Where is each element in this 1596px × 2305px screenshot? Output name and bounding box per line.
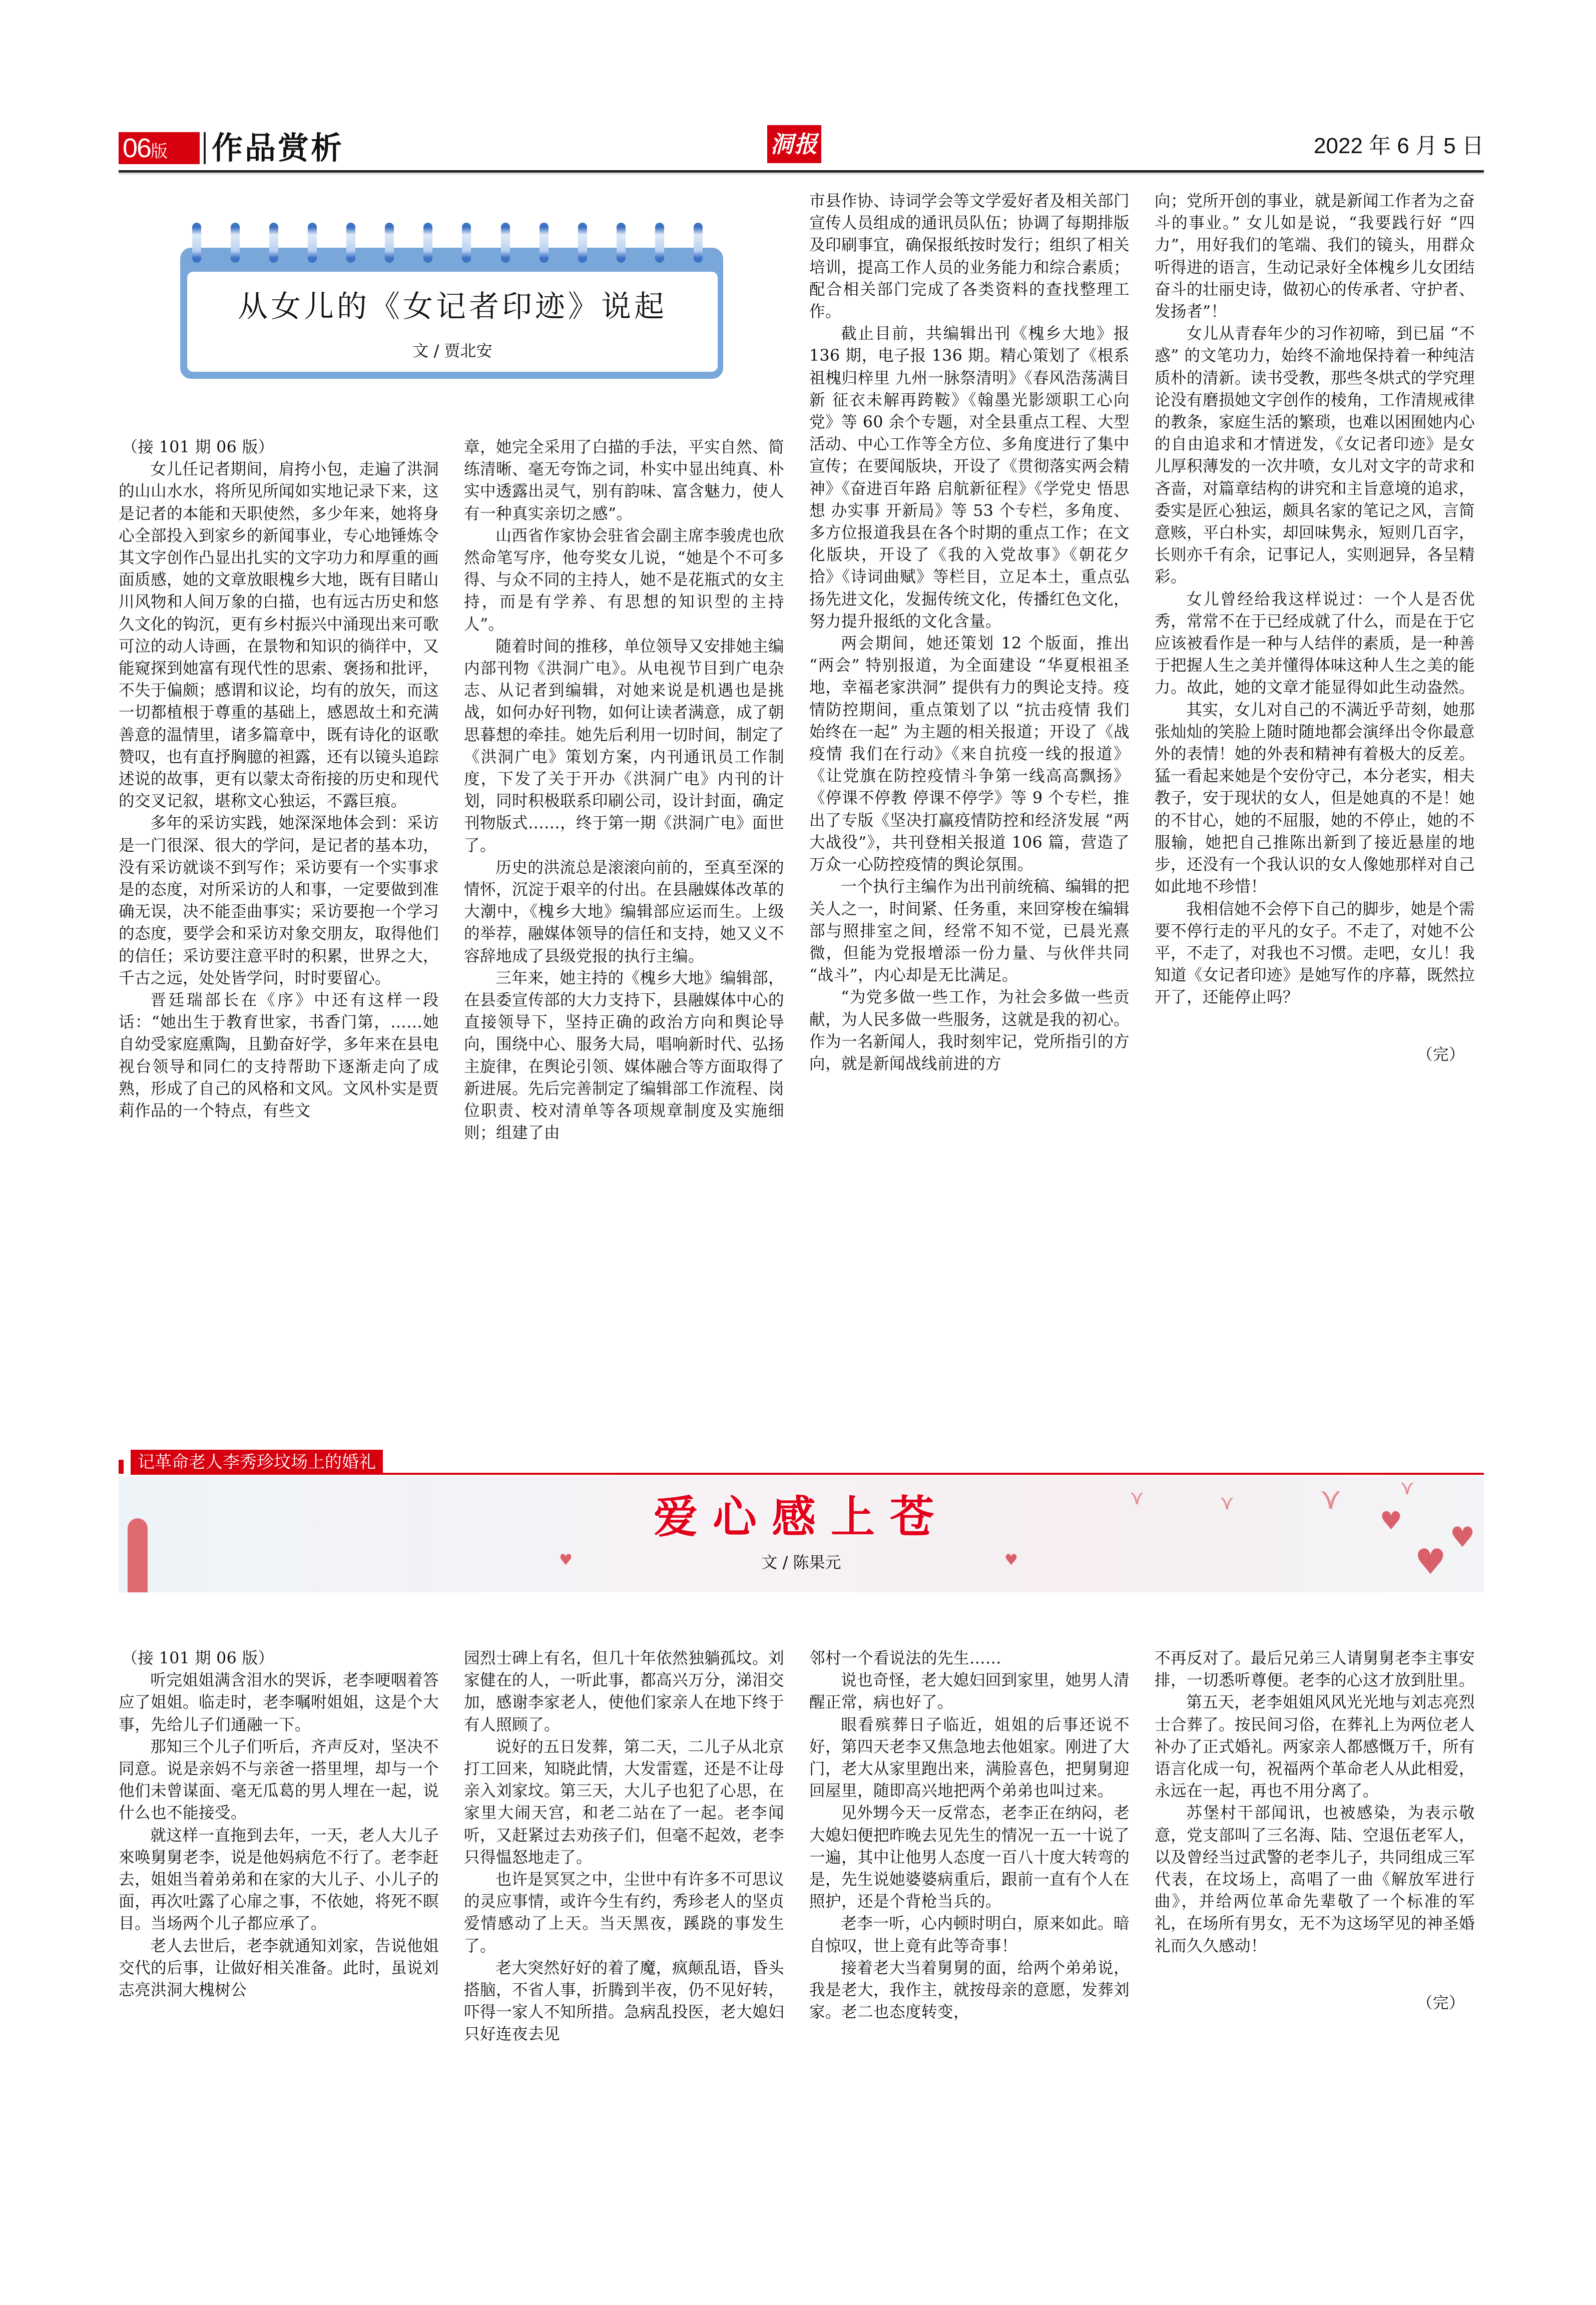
end-mark: （完） xyxy=(1417,1045,1465,1064)
newspaper-logo: 洞报 xyxy=(767,125,821,163)
article2-kicker-bar xyxy=(119,1450,1484,1475)
article2-title: 爱心感上苍 xyxy=(653,1491,949,1543)
issue-date: 2022 年 6 月 5 日 xyxy=(1314,134,1484,158)
paragraph: 截止目前，共编辑出刊《槐乡大地》报 136 期，电子报 136 期。精心策划了《根系祖槐归梓里 九州一脉祭清明》《春风浩荡满目新 征衣未解再跨鞍》《翰墨光影颂职工心向党》等 60 余个专题，对全县重点工程、大型活动、中心工作等全方位、多角度进行了集中宣传；在要闻版块，开设了《贯彻落实两会精神》《奋进百年路 启航新征程》《学党史 悟思想 办实事 开新局》等 53 个专栏，多角度、多方位报道我县在各个时期的重点工作；在文化版块，开设了《我的入党故事》《朝花夕拾》《诗词曲赋》等栏目，立足本土，重点弘扬先进文化，发掘传统文化，传播红色文化，努力提升报纸的文化含量。 xyxy=(809,325,1130,631)
heart-icon: ♥ xyxy=(1450,1521,1475,1554)
spiral-ring-icon xyxy=(655,223,664,263)
spiral-ring-icon xyxy=(385,223,394,263)
paragraph: 邻村一个看说法的先生…… xyxy=(809,1649,1001,1667)
paragraph: 也许是冥冥之中，尘世中有许多不可思议的灵应事情，或许今生有约，秀珍老人的坚贞爱情感动了上天。当天黑夜，蹊跷的事发生了。 xyxy=(464,1871,784,1955)
paragraph: 园烈士碑上有名，但几十年依然独躺孤坟。刘家健在的人，一听此事，都高兴万分，涕泪交加，感谢李家老人，使他们家亲人在地下终于有人照顾了。 xyxy=(464,1649,784,1734)
heart-icon: ♥ xyxy=(559,1551,573,1569)
paragraph: 老李一听，心内顿时明白，原来如此。暗自惊叹，世上竟有此等奇事！ xyxy=(809,1915,1130,1955)
spiral-binding xyxy=(192,223,703,263)
page-number-badge xyxy=(119,132,200,164)
spiral-ring-icon xyxy=(501,223,510,263)
page-suffix: 版 xyxy=(151,142,167,161)
paragraph: 老人去世后，老李就通知刘家，告说他姐交代的后事，让做好相关准备。此时，虽说刘志亮洪洞大槐树公 xyxy=(119,1937,439,2000)
article1-title-card xyxy=(176,209,726,369)
kicker-rule xyxy=(131,1473,1484,1475)
bird-icon: ⋎ xyxy=(1400,1476,1415,1499)
paragraph: 见外甥今天一反常态，老李正在纳闷，老大媳妇便把昨晚去见先生的情况一五一十说了一遍，其中让他男人态度一百八十度大转弯的是，先生说她婆婆病重后，跟前一直有个人在照护，还是个背枪当兵的。 xyxy=(809,1804,1130,1911)
paragraph: 章，她完全采用了白描的手法，平实自然、简练清晰、毫无夸饰之词，朴实中显出纯真、朴实中透露出灵气，别有韵味、富含魅力，使人有一种真实亲切之感”。 xyxy=(464,438,784,523)
paragraph: 不再反对了。最后兄弟三人请舅舅老李主事安排，一切悉听尊便。老李的心这才放到肚里。 xyxy=(1155,1649,1475,1690)
heart-icon: ♥ xyxy=(1004,1551,1018,1569)
paragraph: 女儿曾经给我这样说过：一个人是否优秀，常常不在于已经成就了什么，而是在于它应该被看作是一种与人结伴的素质，是一种善于把握人生之美并懂得体味这种人生之美的能力。故此，她的文章才能显得如此生动盎然。 xyxy=(1155,590,1475,697)
article1-byline: 文 / 贾北安 xyxy=(412,341,492,360)
article2-column-3 xyxy=(809,1647,1130,2023)
continuation-note: （接 101 期 06 版） xyxy=(122,1649,274,1667)
spiral-ring-icon xyxy=(346,223,355,263)
paragraph: 就这样一直拖到去年，一天，老人大儿子來唤舅舅老李，说是他妈病危不行了。老李赶去，姐姐当着弟弟和在家的大儿子、小儿子的面，再次吐露了心扉之事，不依她，将死不瞑目。当场两个儿子都应承了。 xyxy=(119,1826,439,1933)
spiral-ring-icon xyxy=(269,223,278,263)
paragraph: 三年来，她主持的《槐乡大地》编辑部，在县委宣传部的大力支持下，县融媒体中心的直接领导下，坚持正确的政治方向和舆论导向，围绕中心、服务大局，唱响新时代、弘扬主旋律，在舆论引领、媒体融合等方面取得了新进展。先后完善制定了编辑部工作流程、岗位职责、校对清单等各项规章制度及实施细则；组建了由 xyxy=(464,969,784,1142)
paragraph: 多年的采访实践，她深深地体会到：采访是一门很深、很大的学问，是记者的基本功，没有采访就谈不到写作；采访要有一个实事求是的态度，对所采访的人和事，一定要做到准确无误，决不能歪曲事实；采访要抱一个学习的态度，要学会和采访对象交朋友，取得他们的信任；采访要注意平时的积累，世界之大，千古之远，处处皆学问，时时要留心。 xyxy=(119,814,439,987)
paragraph: 向；党所开创的事业，就是新闻工作者为之奋斗的事业。” 女儿如是说，“我要践行好 “四力”，用好我们的笔端、我们的镜头，用群众听得进的语言，生动记录好全体槐乡儿女团结奋斗的壮丽史诗，做初心的传承者、守护者、发扬者”！ xyxy=(1155,192,1475,321)
paragraph: 苏堡村干部闻讯，也被感染，为表示敬意，党支部叫了三名海、陆、空退伍老军人，以及曾经当过武警的老李儿子，共同组成三军代表，在坟场上，高唱了一曲《解放军进行曲》，并给两位革命先辈敬了一个标准的军礼，在场所有男女，无不为这场罕见的神圣婚礼而久久感动！ xyxy=(1155,1804,1475,1955)
article2-column-1 xyxy=(119,1647,439,2001)
end-mark: （完） xyxy=(1417,1994,1465,2012)
kicker-accent xyxy=(119,1460,124,1474)
continuation-note: （接 101 期 06 版） xyxy=(122,438,274,456)
article1-column-1 xyxy=(119,436,439,1122)
paragraph: 听完姐姐满含泪水的哭诉，老李哽咽着答应了姐姐。临走时，老李嘱咐姐姐，这是个大事，先给儿子们通融一下。 xyxy=(119,1671,439,1734)
spiral-ring-icon xyxy=(540,223,549,263)
paragraph: 晋廷瑞部长在《序》中还有这样一段话：“她出生于教育世家，书香门第，……她自幼受家庭熏陶，且勤奋好学，多年来在县电视台领导和同仁的支持帮助下逐渐走向了成熟，形成了自己的风格和文风。文风朴实是贾莉作品的一个特点，有些文 xyxy=(119,991,439,1120)
paragraph: 其实，女儿对自己的不满近乎苛刻，她那张灿灿的笑脸上随时随地都会演绎出令你最意外的表情！她的外表和精神有着极大的反差。猛一看起来她是个安份守己，本分老实，相夫教子，安于现状的女人，但是她真的不是！她的不甘心，她的不屈服，她的不停止，她的不服输，她把自己推陈出新到了接近悬崖的地步，还没有一个我认识的女人像她那样对自己如此地不珍惜！ xyxy=(1155,701,1475,896)
paragraph: 我相信她不会停下自己的脚步，她是个需要不停行走的平凡的女子。不走了，对她不公平，不走了，对我也不习惯。走吧，女儿！我知道《女记者印迹》是她写作的序幕，既然拉开了，还能停止吗？ xyxy=(1155,900,1475,1007)
heart-icon: ♥ xyxy=(1380,1506,1402,1535)
paragraph: 女儿从青春年少的习作初啼，到已届 “不惑” 的文笔功力，始终不渝地保持着一种纯洁质朴的清新。读书受教，那些冬烘式的学究理论没有磨损她文字创作的棱角，工作清规戒律的教条，家庭生活的繁琐，也难以困囿她内心的自由追求和才情迸发，《女记者印迹》是女儿厚积薄发的一次井喷，女儿对文字的苛求和吝啬，对篇章结构的讲究和主旨意境的追求，委实是匠心独运，颇具名家的笔记之风，言简意赅，平白朴实，却回味隽永，短则几百字，长则亦千有余，记事记人，实则迥异，各呈精彩。 xyxy=(1155,325,1475,587)
masthead-rule xyxy=(119,170,1484,173)
article1-column-2 xyxy=(464,436,784,1144)
paragraph: 一个执行主编作为出刊前统稿、编辑的把关人之一，时间紧、任务重，来回穿梭在编辑部与照排室之间，经常不知不觉，已晨光熹微，但能为党报增添一份力量、与伙伴共同 “战斗”，内心却是无比满足。 xyxy=(809,878,1130,985)
article2-column-4 xyxy=(1155,1647,1475,2014)
article1-title: 从女儿的《女记者印迹》说起 xyxy=(238,289,667,324)
page-number: 06 xyxy=(123,133,151,163)
paragraph: 说也奇怪，老大媳妇回到家里，她男人清醒正常，病也好了。 xyxy=(809,1671,1130,1712)
paragraph: 两会期间，她还策划 12 个版面，推出 “两会” 特别报道，为全面建设 “华夏根祖圣地，幸福老家洪洞” 提供有力的舆论支持。疫情防控期间，重点策划了以 “抗击疫情 我们始终在一起” 为主题的相关报道；开设了《战疫情 我们在行动》《来自抗疫一线的报道》《让党旗在防控疫情斗争第一线高高飘扬》《停课不停教 停课不停学》等 9 个专栏，推出了专版《坚决打赢疫情防控和经济发展 “两大战役”》，共刊登相关报道 106 篇，营造了万众一心防控疫情的舆论氛围。 xyxy=(809,635,1130,874)
spiral-ring-icon xyxy=(694,223,703,263)
article2-kicker: 记革命老人李秀珍坟场上的婚礼 xyxy=(131,1450,383,1475)
spiral-ring-icon xyxy=(423,223,432,263)
bird-icon: ⋎ xyxy=(1130,1486,1145,1509)
paragraph: 随着时间的推移，单位领导又安排她主编内部刊物《洪洞广电》。从电视节目到广电杂志、从记者到编辑，对她来说是机遇也是挑战，如何办好刊物，如何让读者满意，成了朝思暮想的牵挂。她先后利用一切时间，制定了《洪洞广电》策划方案，内刊通讯员工作制度，下发了关于开办《洪洞广电》内刊的计划，同时积极联系印刷公司，设计封面，确定刊物版式……，终于第一期《洪洞广电》面世了。 xyxy=(464,637,784,855)
article2-byline: 文 / 陈果元 xyxy=(761,1553,841,1572)
paragraph: 眼看殡葬日子临近，姐姐的后事还说不好，第四天老李又焦急地去他姐家。刚进了大门，老大从家里跑出来，满脸喜色，把舅舅迎回屋里，随即高兴地把两个弟弟也叫过来。 xyxy=(809,1715,1130,1801)
paragraph: 那知三个儿子们听后，齐声反对，坚决不同意。说是亲妈不与亲爸一搭里埋，却与一个他们未曾谋面、毫无瓜葛的男人埋在一起，说什么也不能接受。 xyxy=(119,1738,439,1823)
spiral-ring-icon xyxy=(462,223,471,263)
article2-column-2 xyxy=(464,1647,784,2046)
spiral-ring-icon xyxy=(192,223,201,263)
paragraph: 山西省作家协会驻省会副主席李骏虎也欣然命笔写序，他夸奖女儿说，“她是个不可多得、与众不同的主持人，她不是花瓶式的女主持，而是有学养、有思想的知识型的主持人”。 xyxy=(464,526,784,634)
paragraph: “为党多做一些工作，为社会多做一些贡献，为人民多做一些服务，这就是我的初心。作为一名新闻人，我时刻牢记，党所指引的方向，就是新闻战线前进的方 xyxy=(809,988,1130,1073)
masthead xyxy=(119,125,1484,165)
paragraph: 历史的洪流总是滚滚向前的，至真至深的情怀，沉淀于艰辛的付出。在县融媒体改革的大潮中，《槐乡大地》编辑部应运而生。上级的举荐，融媒体领导的信任和支持，她又义不容辞地成了县级党报的执行主编。 xyxy=(464,858,784,965)
masthead-separator xyxy=(204,132,206,164)
section-title: 作品赏析 xyxy=(212,130,344,166)
bird-icon: ⋎ xyxy=(1220,1491,1235,1514)
paragraph: 女儿任记者期间，肩挎小包，走遍了洪洞的山山水水，将所见所闻如实地记录下来，这是记者的本能和天职使然，多少年来，她将身心全部投入到家乡的新闻事业，专心地锤炼令其文字创作凸显出扎实的文字功力和厚重的画面质感，她的文章放眼槐乡大地，既有目睹山川风物和人间万象的白描，也有远古历史和悠久文化的钩沉，更有乡村振兴中涌现出来可歌可泣的动人诗画，在景物和知识的徜徉中，又能窥探到她富有现代性的思索、褒扬和批评，不失于偏颇；感谓和议论，均有的放矢，而这一切都植根于尊重的基础上，感恩故土和充满善意的温情里，诸多篇章中，既有诗化的讴歌赞叹，也有直抒胸臆的袒露，还有以镜头追踪述说的故事，更有以蒙太奇衔接的历史和现代的交叉记叙，堪称文心独运，不露巨痕。 xyxy=(119,460,439,811)
paragraph: 老大突然好好的着了魔，疯颠乱语，昏头搭脑，不省人事，折腾到半夜，仍不见好转，吓得一家人不知所措。急病乱投医，老大媳妇只好连夜去见 xyxy=(464,1959,784,2044)
spiral-ring-icon xyxy=(578,223,587,263)
article2-banner xyxy=(119,1476,1484,1592)
spiral-ring-icon xyxy=(308,223,317,263)
paragraph: 第五天，老李姐姐风风光光地与刘志亮烈士合葬了。按民间习俗，在葬礼上为两位老人补办了正式婚礼。两家亲人都感慨万千，所有语言化成一句，祝福两个革命老人从此相爱，永远在一起，再也不用分离了。 xyxy=(1155,1693,1475,1801)
spiral-ring-icon xyxy=(231,223,240,263)
article1-column-4 xyxy=(1155,190,1475,1066)
paragraph: 市县作协、诗词学会等文学爱好者及相关部门宣传人员组成的通讯员队伍；协调了每期排版及印刷事宜，确保报纸按时发行；组织了相关培训，提高工作人员的业务能力和综合素质；配合相关部门完成了各类资料的查找整理工作。 xyxy=(809,192,1130,321)
paragraph: 接着老大当着舅舅的面，给两个弟弟说，我是老大，我作主，就按母亲的意愿，发葬刘家。老二也态度转变， xyxy=(809,1959,1130,2022)
heart-icon: ♥ xyxy=(1415,1541,1446,1582)
bird-icon: ⋎ xyxy=(1320,1481,1342,1516)
article1-column-3 xyxy=(809,190,1130,1075)
paragraph: 说好的五日发葬，第二天，二儿子从北京打工回来，知晓此情，大发雷霆，还是不让母亲入刘家坟。第三天，大儿子也犯了心思，在家里大闹天宫，和老二站在了一起。老李闻听，又赶紧过去劝孩子们，但毫不起效，老李只得愠怒地走了。 xyxy=(464,1738,784,1867)
spiral-ring-icon xyxy=(617,223,626,263)
